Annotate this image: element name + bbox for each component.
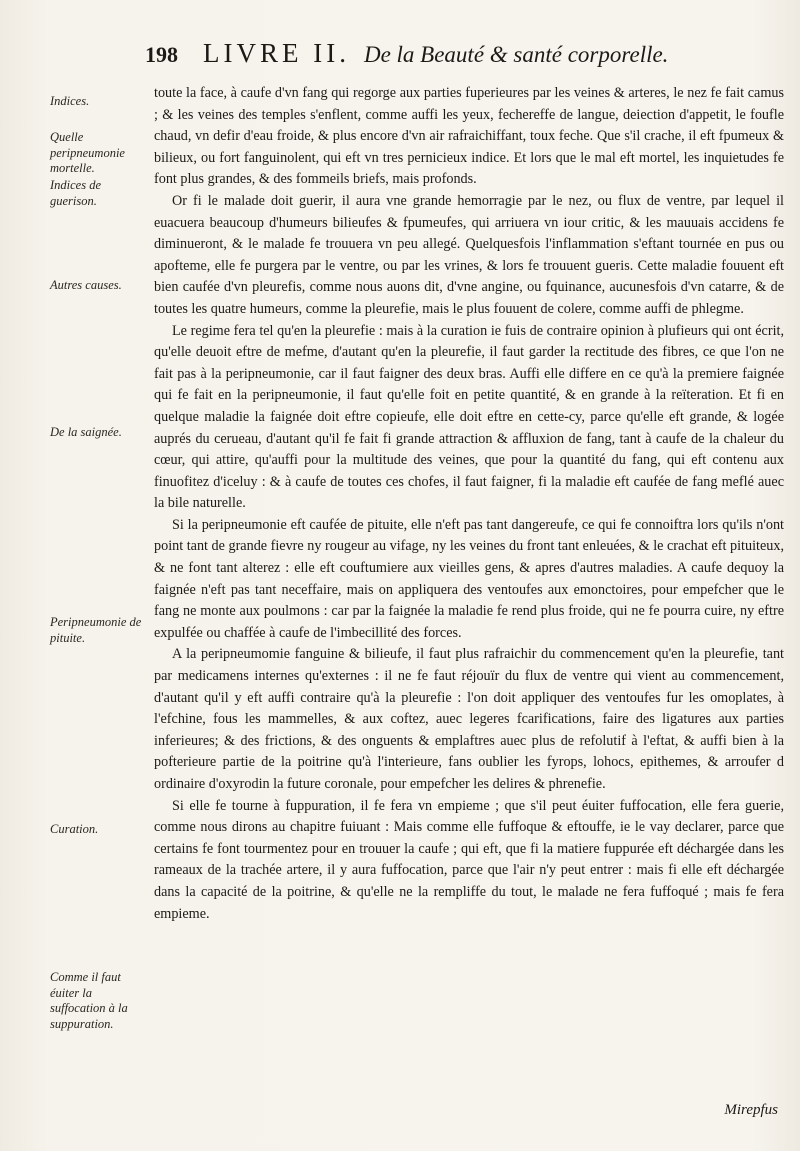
book-label: LIVRE II. [203, 38, 350, 68]
paragraph: A la peripneumomie fanguine & bilieufe, il faut plus rafraichir du commencement qu'en la pleurefie, tant par medicamens internes qu'externes : il ne fe faut réjouïr du flux de ventre qui vient au commencement, d'autant qu'il y eft auffi contraire qu'à la pleurefie : l'on doit appliquer des ventoufes fur les omoplates, à l'efchine, fous les mammelles, & aux coftez, auec legeres fcarifications, faire des ligatures aux parties inferieures; & des frictions, & des onguents & emplaftres auec plus de refolutif à l'eftat, & auffi bien à la pofterieure partie de la poitrine qu'à l'interieure, fans oublier les fyrops, lohocs, epithemes, & arroufer d ordinaire d'oxyrodin la future coronale, pour empefcher les delires & phrenefie. [154, 646, 784, 792]
margin-note-pituite: Peripneumonie de pituite. [50, 615, 142, 645]
margin-note-indices: Indices. [50, 94, 90, 108]
margin-note-guerison: Indices de guerison. [50, 178, 102, 208]
paragraph: Si la peripneumonie eft caufée de pituite, elle n'eft pas tant dangereufe, ce qui fe connoiftra lors qu'ils n'ont point tant de grande fievre ny rougeur au vifage, ny les veines du front tant enleuées, & le crachat eft pituiteux, & ne font tant alterez : elle eft couftumiere aux vieilles gens, & apres d'autres maladies. A caufe dequoy la faignée n'eft pas tant neceffaire, mais on appliquera des ventoufes aux emonctoires, pour empefcher que le fang ne monte aux poulmons : car par la faignée la maladie fe rend plus froide, qui ne fe pourra cuire, ny eftre expulfée ou chaffée à caufe de l'imbecillité des forces. [154, 516, 784, 641]
margin-notes [50, 80, 148, 1120]
margin-note-saignee: De la saignée. [50, 425, 122, 439]
page-number: 198 [145, 42, 178, 67]
paragraph: Si elle fe tourne à fuppuration, il fe fera vn empieme ; que s'il peut éuiter fuffocation, elle fera guerie, comme nous dirons au chapitre fuiuant : Mais comme elle fuffoque & eftouffe, ie le vay declarer, parce que certains fe font tourmentez pour en trouuer la caufe ; qui eft, que fi la matiere fuppurée eft déchargée dans les rameaux de la trachée artere, il y aura fuffocation, parce que l'air n'y peut entrer : mais fi elle eft déchargée dans la capacité de la poitrine, & qu'elle ne la rempliffe du tout, le malade ne fera fuffoqué ; mais fe fera empieme. [154, 797, 784, 922]
margin-note-suffocation: Comme il faut éuiter la suffocation à la suppuration. [50, 970, 128, 1031]
margin-note-curation: Curation. [50, 822, 99, 836]
margin-note-causes: Autres causes. [50, 278, 122, 292]
paragraph: toute la face, à caufe d'vn fang qui regorge aux parties fuperieures par les veines & arteres, le nez fe fait camus ; & les veines des temples s'enflent, comme auffi les yeux, fechereffe de langue, deiection d'appetit, le foufle chaud, vn defir d'eau froide, & plus encore d'vn air rafraichiffant, toux feche. Que s'il crache, il eft fpumeux & bilieux, ou fort fanguinolent, qui eft vn tres pernicieux indice. Et lors que le mal eft mortel, les inquietudes fe font plus grandes, & des fommeils briefs, mais profonds. [154, 85, 784, 188]
running-title: De la Beauté & santé corporelle. [363, 42, 669, 67]
running-header [145, 38, 770, 74]
body-text [154, 83, 784, 1098]
paragraph: Le regime fera tel qu'en la pleurefie : mais à la curation ie fuis de contraire opinion à plufieurs qui ont écrit, qu'elle deuoit eftre de mefme, d'autant qu'en la pleurefie, il faut garder la rectitude des fibres, ce que l'on ne fait pas à la peripneumonie, car il faut faigner des deux bras. Auffi elle differe en ce qu'à la premiere faignée qui fe fait en la peripneumonie, il faut qu'elle foit en petite quantité, & en grande à la reïteration. Et fi en quelque maladie la faignée doit eftre copieufe, elle doit eftre en cette-cy, parce qu'elle eft grande, & logée auprés du cerueau, d'autant qu'il fe fait fi grande attraction & affluxion de fang, tant à caufe de la chaleur du cœur, qui attire, qu'auffi pour la multitude des veines, que pour la quantité du fang, qui eft contenu aux finuofitez d'iceluy : & à caufe de toutes ces chofes, il faut faigner, fi la maladie eft caufée de fang meflé auec la bile naturelle. [154, 322, 784, 512]
paragraph: Or fi le malade doit guerir, il aura vne grande hemorragie par le nez, ou flux de ventre, par lequel il euacuera beaucoup d'humeurs bilieufes & fpumeufes, qui arriuera vn iour critic, & les mauuais accidens fe diminueront, & le malade fe trouuera vn peu allegé. Quelquesfois l'inflammation s'eftant tournée en pus ou apofteme, elle fe purgera par le ventre, ou par les vrines, & lors fe trouuent gueris. Cette maladie fouuent eft bien caufée d'vn pleurefis, comme nous auons dit, d'vne angine, ou fquinance, aucunesfois d'vn catarre, & de toutes les quatre humeurs, comme la pleurefie, mais le plus fouuent de colere, comme auffi de phlegme. [154, 192, 784, 317]
margin-note-peripneumonie-mortelle: Quelle peripneumonie mortelle. [50, 130, 125, 175]
catchword: Mirepfus [724, 1102, 778, 1118]
